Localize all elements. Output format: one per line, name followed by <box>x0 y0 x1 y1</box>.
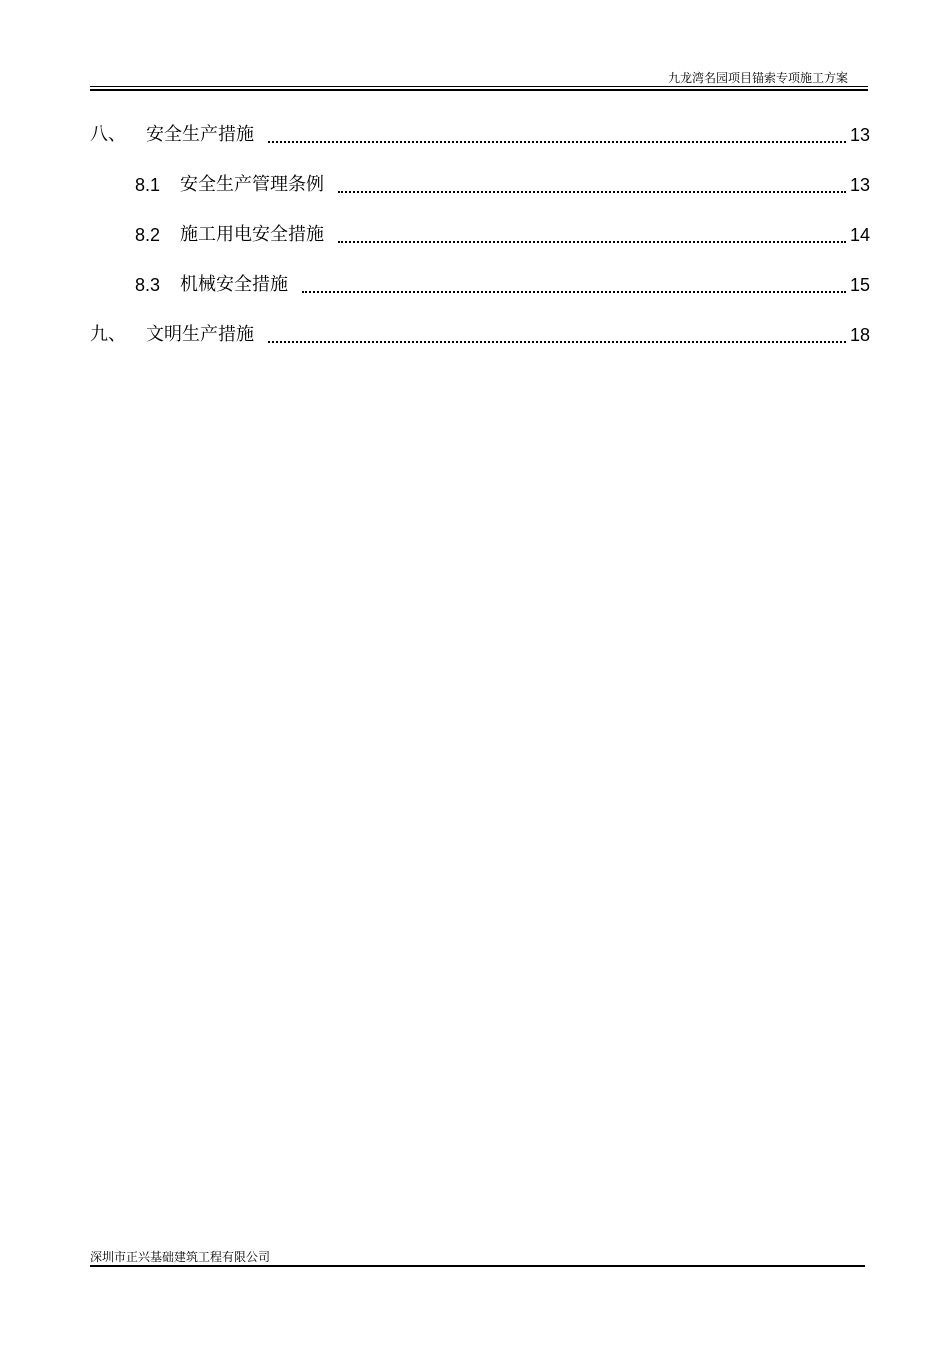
table-of-contents <box>90 122 870 372</box>
toc-dot-leader <box>268 122 846 148</box>
header-rule-thin <box>90 86 868 87</box>
toc-entry-chapter-8[interactable] <box>90 122 870 172</box>
toc-entry-8-1[interactable] <box>90 172 870 222</box>
toc-dot-leader <box>268 322 846 348</box>
document-title: 九龙湾名园项目锚索专项施工方案 <box>667 71 848 85</box>
toc-number: 8.3 <box>135 275 161 295</box>
toc-number: 8.1 <box>135 175 161 195</box>
toc-dot-leader <box>302 272 846 298</box>
toc-page-number: 14 <box>849 225 870 245</box>
toc-entry-8-3[interactable] <box>90 272 870 322</box>
toc-dot-leader <box>338 172 846 198</box>
toc-number: 八、 <box>90 124 126 145</box>
toc-page-number: 13 <box>849 125 870 145</box>
toc-number: 九、 <box>90 324 126 345</box>
header-rule-thick <box>90 89 868 91</box>
company-name: 深圳市正兴基础建筑工程有限公司 <box>90 1250 271 1264</box>
footer-rule <box>90 1265 865 1267</box>
toc-page-number: 15 <box>849 275 870 295</box>
toc-page-number: 18 <box>849 325 870 345</box>
toc-entry-8-2[interactable] <box>90 222 870 272</box>
toc-label: 安全生产管理条例 <box>180 174 324 195</box>
toc-dot-leader <box>338 222 846 248</box>
toc-number: 8.2 <box>135 225 161 245</box>
toc-label: 施工用电安全措施 <box>180 224 324 245</box>
toc-label: 安全生产措施 <box>146 124 254 145</box>
toc-entry-chapter-9[interactable] <box>90 322 870 372</box>
toc-label: 机械安全措施 <box>180 274 288 295</box>
toc-page-number: 13 <box>849 175 870 195</box>
toc-label: 文明生产措施 <box>146 324 254 345</box>
